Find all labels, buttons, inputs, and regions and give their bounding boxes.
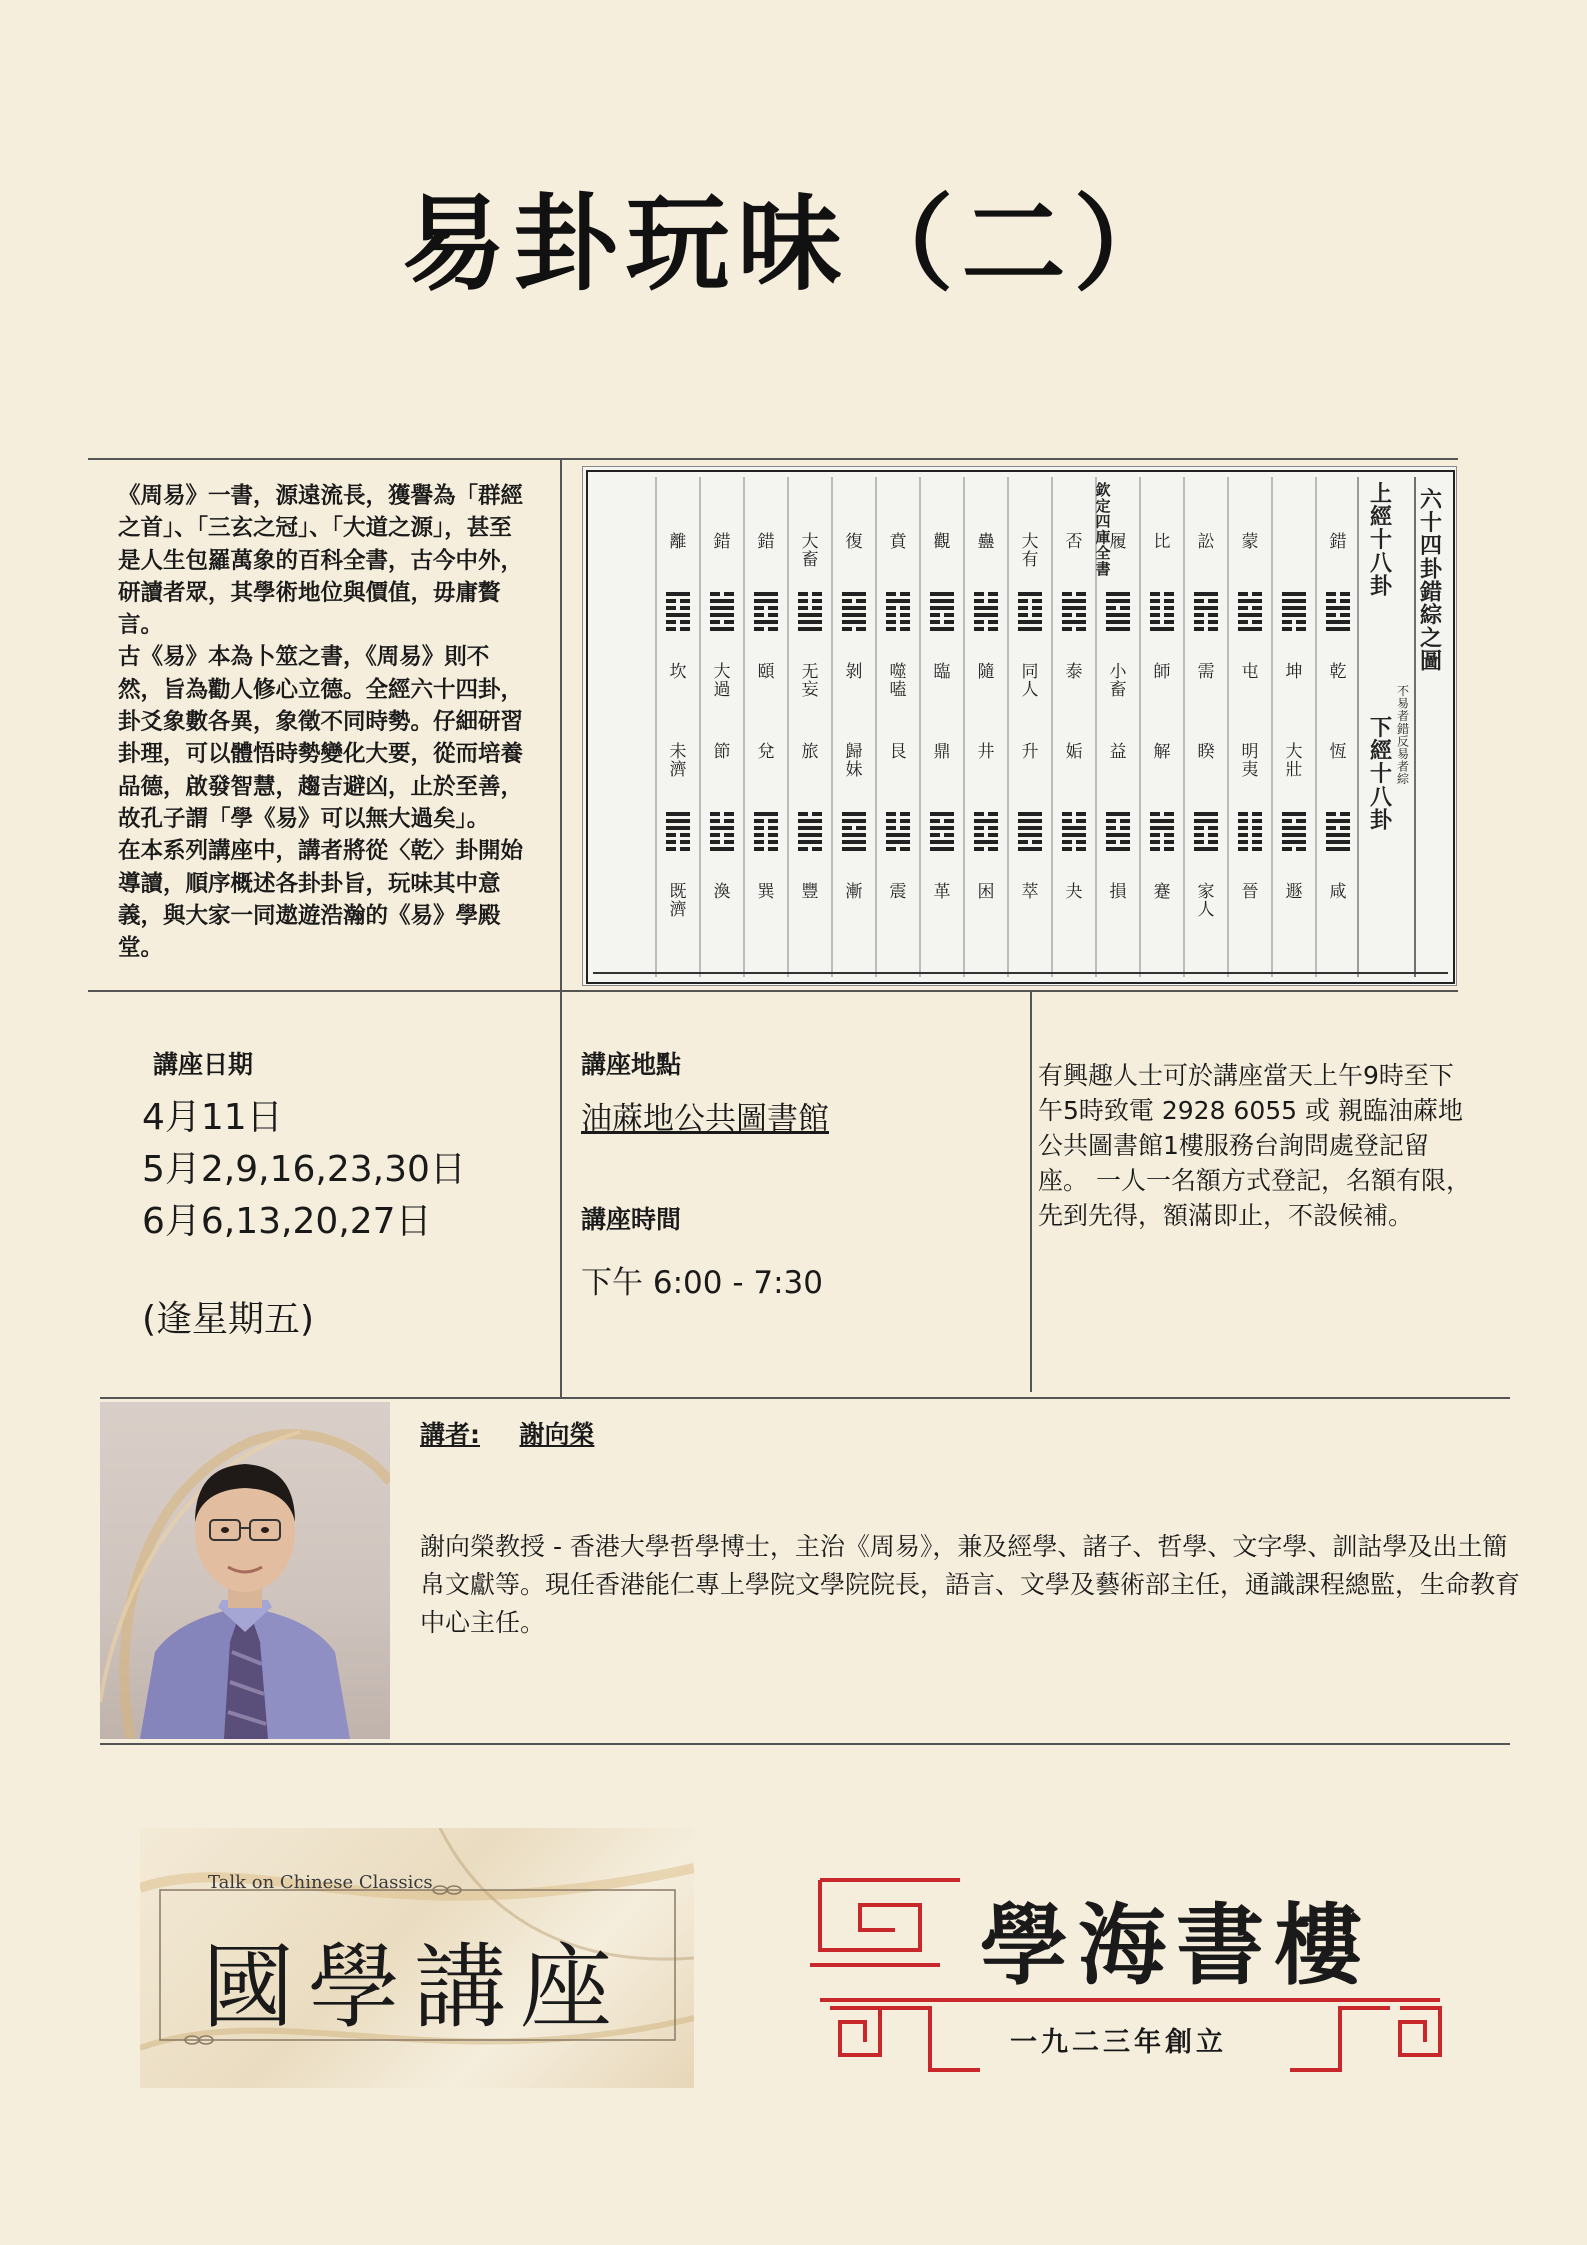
upper-hexagram: [666, 592, 690, 631]
time-label: 講座時間: [581, 1205, 682, 1234]
upper-hexagram: [754, 592, 778, 631]
upper-hexagram: [1282, 592, 1306, 631]
chart-lower-label: 下經十八卦: [1369, 715, 1393, 834]
upper-gua-name: 臨: [933, 662, 951, 682]
lower-hexagram: [666, 812, 690, 851]
organization-name: 學海書樓: [980, 1893, 1373, 1997]
upper-gua-top-name: 大有: [1021, 532, 1039, 570]
lower-gua-name: 既濟: [669, 882, 687, 920]
upper-gua-name: 小畜: [1109, 662, 1127, 700]
upper-gua-name: 无妄: [801, 662, 819, 700]
chart-note-text: 不易者錯反易者綜: [1396, 684, 1410, 787]
lower-hexagram: [754, 812, 778, 851]
lower-hexagram: [1326, 812, 1350, 851]
lower-gua-name: 晉: [1241, 882, 1259, 902]
lower-gua-top-name: 旅: [801, 742, 819, 762]
upper-gua-name: 頤: [757, 662, 775, 682]
venue-label: 講座地點: [581, 1050, 682, 1079]
lower-gua-name: 蹇: [1153, 882, 1171, 902]
lower-hexagram: [1282, 812, 1306, 851]
talk-series-logo: [140, 1828, 694, 2088]
upper-gua-top-name: 賁: [889, 532, 907, 552]
lower-gua-top-name: 大壯: [1285, 742, 1303, 780]
lower-gua-top-name: 井: [977, 742, 995, 762]
venue-link[interactable]: 油蔴地公共圖書館: [581, 1101, 829, 1137]
upper-gua-top-name: 離: [669, 532, 687, 552]
upper-gua-top-name: 觀: [933, 532, 951, 552]
intro-text: [118, 480, 528, 964]
lower-gua-top-name: 姤: [1065, 742, 1083, 762]
date-note: (逢星期五): [142, 1299, 315, 1340]
lower-hexagram: [842, 812, 866, 851]
upper-gua-top-name: 蠱: [977, 532, 995, 552]
upper-hexagram: [1194, 592, 1218, 631]
intro-paragraph: 古《易》本為卜筮之書，《周易》則不然，旨為勸人修心立德。全經六十四卦，卦爻象數各異，象徵不同時勢。仔細研習卦理，可以體悟時勢變化大要，從而培養品德，啟發智慧，趨吉避凶，止於至善，故孔子謂「學《易》可以無大過矣」。: [118, 644, 524, 832]
upper-gua-name: 需: [1197, 662, 1215, 682]
upper-gua-top-name: 否: [1065, 532, 1083, 552]
intro-paragraph: 《周易》一書，源遠流長，獲譽為「群經之首」、「三玄之冠」、「大道之源」，甚至是人生包羅萬象的百科全書，古今中外，研讀者眾，其學術地位與價值，毋庸贅言。: [118, 483, 524, 639]
lower-gua-name: 渙: [713, 882, 731, 902]
upper-hexagram: [974, 592, 998, 631]
hexagram-chart-image: [582, 466, 1457, 986]
upper-gua-top-name: 錯: [757, 532, 775, 552]
lower-gua-top-name: 兌: [757, 742, 775, 762]
upper-gua-top-name: 復: [845, 532, 863, 552]
upper-gua-name: 屯: [1241, 662, 1259, 682]
lower-gua-top-name: 節: [713, 742, 731, 762]
lower-hexagram: [1194, 812, 1218, 851]
upper-gua-top-name: 蒙: [1241, 532, 1259, 552]
lower-hexagram: [1106, 812, 1130, 851]
date-line: 4月11日: [142, 1097, 283, 1138]
upper-gua-name: 坤: [1285, 662, 1303, 682]
lower-gua-top-name: 未濟: [669, 742, 687, 780]
lower-gua-name: 豐: [801, 882, 819, 902]
intro-paragraph: 在本系列講座中，講者將從〈乾〉卦開始導讀，順序概述各卦卦旨，玩味其中意義，與大家一同遨遊浩瀚的《易》學殿堂。: [118, 838, 524, 962]
speaker-label: 講者:: [420, 1420, 480, 1449]
lower-gua-top-name: 益: [1109, 742, 1127, 762]
lower-hexagram: [886, 812, 910, 851]
organization-since: 一九二三年創立: [1010, 2027, 1227, 2058]
lower-gua-name: 巽: [757, 882, 775, 902]
lower-gua-name: 漸: [845, 882, 863, 902]
chart-stamp-text: 欽定四庫全書: [1095, 481, 1111, 578]
upper-gua-top-name: 錯: [713, 532, 731, 552]
upper-hexagram: [1150, 592, 1174, 631]
date-line: 5月2,9,16,23,30日: [142, 1149, 466, 1190]
lower-gua-top-name: 艮: [889, 742, 907, 762]
upper-hexagram: [1018, 592, 1042, 631]
series-chinese-title: 國學講座: [202, 1934, 627, 2041]
lower-gua-name: 震: [889, 882, 907, 902]
chart-main-title: 六十四卦錯綜之圖: [1419, 487, 1443, 675]
lower-gua-top-name: 歸妹: [845, 742, 863, 780]
lower-hexagram: [974, 812, 998, 851]
upper-gua-name: 隨: [977, 662, 995, 682]
lower-gua-top-name: 升: [1021, 742, 1039, 762]
lower-gua-name: 夬: [1065, 882, 1083, 902]
lower-gua-name: 革: [933, 882, 951, 902]
lower-gua-top-name: 鼎: [933, 742, 951, 762]
lower-gua-top-name: 解: [1153, 742, 1171, 762]
date-line: 6月6,13,20,27日: [142, 1201, 432, 1242]
upper-gua-top-name: 訟: [1197, 532, 1215, 552]
upper-hexagram: [1326, 592, 1350, 631]
upper-gua-name: 乾: [1329, 662, 1347, 682]
date-list: [142, 1092, 466, 1248]
upper-gua-name: 坎: [669, 662, 687, 682]
upper-hexagram: [798, 592, 822, 631]
lower-hexagram: [1062, 812, 1086, 851]
upper-gua-top-name: 錯: [1329, 532, 1347, 552]
lower-hexagram: [1150, 812, 1174, 851]
lower-gua-name: 遯: [1285, 882, 1303, 902]
lower-gua-name: 困: [977, 882, 995, 902]
upper-gua-top-name: 大畜: [801, 532, 819, 570]
upper-gua-name: 同人: [1021, 662, 1039, 700]
registration-info: 有興趣人士可於講座當天上午9時至下午5時致電 2928 6055 或 親臨油蔴地公共圖書館1樓服務台詢問處登記留座。 一人一名額方式登記，名額有限，先到先得，額滿即止，不設候補。: [1038, 1061, 1471, 1230]
speaker-name: 謝向榮: [519, 1420, 595, 1449]
chart-upper-label: 上經十八卦: [1369, 481, 1393, 600]
speaker-photo: [100, 1402, 390, 1739]
upper-hexagram: [1062, 592, 1086, 631]
hexagram-chart-drawing: [583, 467, 1457, 986]
organization-logo: [800, 1860, 1460, 2080]
speaker-heading: [420, 1415, 594, 1451]
lower-gua-name: 萃: [1021, 882, 1039, 902]
upper-gua-top-name: 比: [1153, 532, 1171, 552]
lower-hexagram: [1018, 812, 1042, 851]
date-label: 講座日期: [153, 1050, 254, 1079]
lower-hexagram: [930, 812, 954, 851]
upper-hexagram: [842, 592, 866, 631]
lower-hexagram: [1238, 812, 1262, 851]
upper-gua-name: 大過: [713, 662, 731, 700]
lower-hexagram: [710, 812, 734, 851]
page-title: 易卦玩味（二）: [401, 182, 1186, 305]
upper-hexagram: [1106, 592, 1130, 631]
upper-gua-name: 剝: [845, 662, 863, 682]
upper-hexagram: [1238, 592, 1262, 631]
upper-gua-name: 泰: [1065, 662, 1083, 682]
lower-gua-top-name: 明夷: [1241, 742, 1259, 780]
upper-hexagram: [710, 592, 734, 631]
lower-gua-name: 咸: [1329, 882, 1347, 902]
upper-gua-name: 師: [1153, 662, 1171, 682]
series-english-title: Talk on Chinese Classics: [208, 1872, 433, 1893]
lower-gua-name: 家人: [1197, 882, 1215, 920]
speaker-bio: 謝向榮教授 - 香港大學哲學博士，主治《周易》，兼及經學、諸子、哲學、文字學、訓詁學及出土簡帛文獻等。現任香港能仁專上學院文學院院長，語言、文學及藝術部主任，通識課程總監，生命教育中心主任。: [420, 1532, 1521, 1637]
lower-gua-name: 損: [1109, 882, 1127, 902]
upper-hexagram: [886, 592, 910, 631]
time-value: 下午 6:00 - 7:30: [581, 1265, 823, 1301]
upper-gua-top-name: 履: [1109, 532, 1127, 552]
lower-hexagram: [798, 812, 822, 851]
upper-gua-name: 噬嗑: [889, 662, 907, 700]
lower-gua-top-name: 睽: [1197, 742, 1215, 762]
upper-hexagram: [930, 592, 954, 631]
lower-gua-top-name: 恆: [1329, 742, 1347, 762]
